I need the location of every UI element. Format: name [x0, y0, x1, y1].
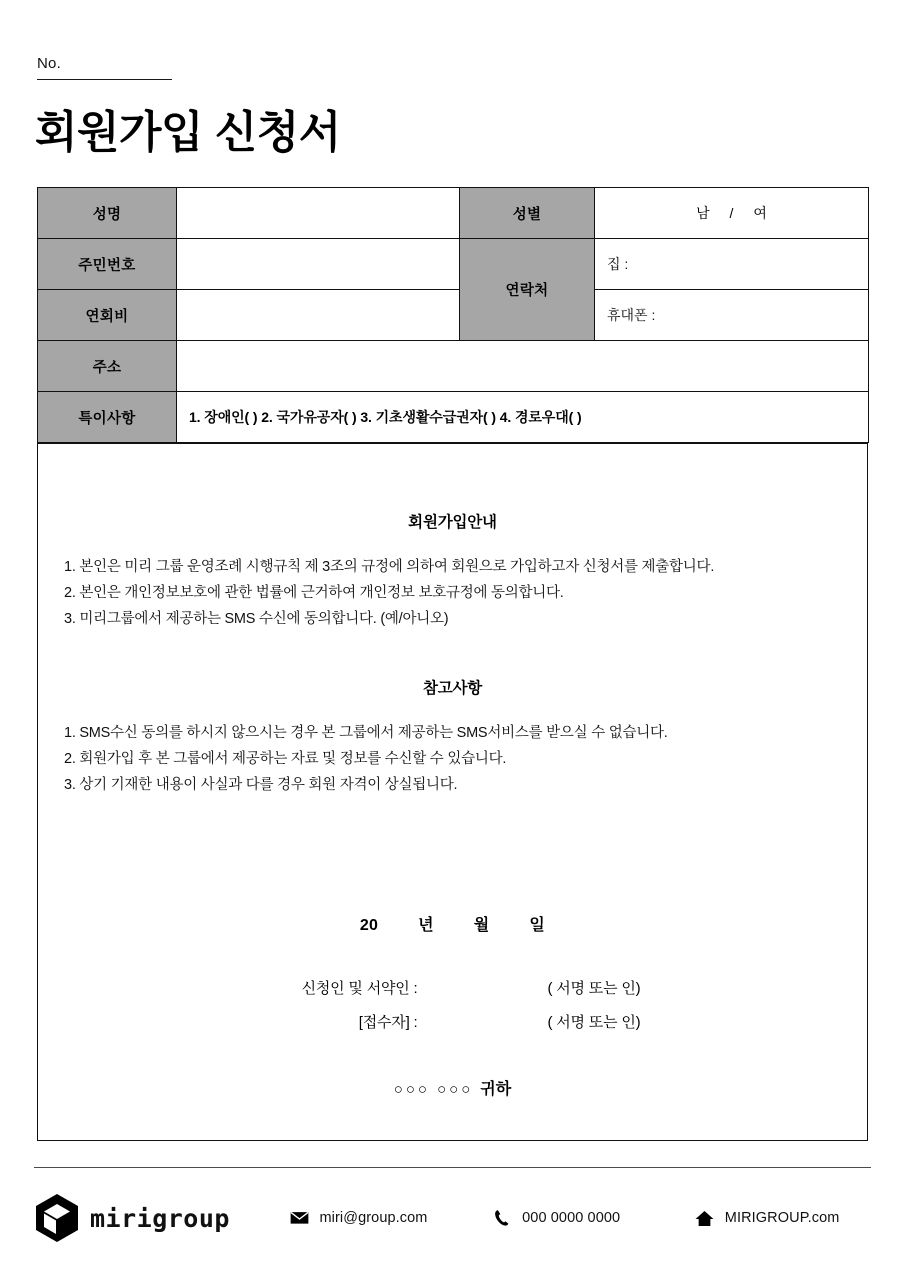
special-notes-options: 1. 장애인( ) 2. 국가유공자( ) 3. 기초생활수급권자( ) 4. 경로우대( )	[189, 409, 582, 425]
list-item: 2. 본인은 개인정보보호에 관한 법률에 근거하여 개인정보 보호규정에 동의합니다.	[64, 585, 564, 601]
table-row-annual-fee-mobile-phone	[38, 290, 869, 341]
list-item: 1. SMS수신 동의를 하시지 않으시는 경우 본 그룹에서 제공하는 SMS서비스를 받으실 수 없습니다.	[64, 725, 668, 741]
signature-block	[38, 972, 867, 1040]
date-month-unit: 월	[473, 917, 490, 934]
field-gender[interactable]	[595, 188, 869, 239]
date-line	[38, 912, 867, 935]
document-number-block	[37, 55, 172, 80]
membership-guide-heading: 회원가입안내	[408, 514, 497, 531]
reference-notes-section	[38, 676, 867, 798]
footer-divider	[34, 1167, 871, 1168]
footer	[34, 1186, 871, 1250]
home-icon	[695, 1208, 715, 1228]
reference-notes-heading: 참고사항	[422, 680, 483, 697]
applicant-signature-field[interactable]	[418, 972, 548, 1006]
page-title: 회원가입 신청서	[35, 108, 341, 157]
phone-icon	[492, 1208, 512, 1228]
footer-website[interactable]	[695, 1208, 871, 1228]
reference-notes-list	[38, 720, 867, 798]
label-gender: 성별	[460, 188, 595, 239]
receiver-seal-note: ( 서명 또는 인)	[547, 1014, 641, 1031]
footer-email-text: miri@group.com	[319, 1210, 428, 1226]
envelope-icon	[290, 1208, 310, 1228]
brand-block	[34, 1193, 290, 1243]
footer-phone[interactable]	[492, 1208, 695, 1228]
gender-options: 남 / 여	[696, 205, 775, 221]
receiver-signature-label: [접수자] :	[358, 1014, 418, 1031]
recipient-placeholder-circles: ○○○ ○○○	[393, 1081, 474, 1098]
label-name: 성명	[38, 188, 177, 239]
label-address: 주소	[38, 341, 177, 392]
date-day-unit: 일	[529, 917, 546, 934]
label-contact: 연락처	[460, 239, 595, 341]
date-year-prefix: 20	[359, 917, 379, 934]
document-number-label: No.	[37, 55, 61, 72]
applicant-seal-note: ( 서명 또는 인)	[547, 980, 641, 997]
field-name[interactable]	[177, 188, 460, 239]
brand-name: mirigroup	[90, 1203, 230, 1233]
field-special-notes[interactable]	[177, 392, 869, 443]
label-annual-fee: 연회비	[38, 290, 177, 341]
table-row-resident-id-home-phone	[38, 239, 869, 290]
agreement-body-box	[37, 443, 868, 1141]
membership-guide-section	[38, 510, 867, 632]
signature-row-applicant	[38, 972, 867, 1006]
label-special-notes: 특이사항	[38, 392, 177, 443]
date-year-unit: 년	[418, 917, 434, 934]
field-mobile-phone[interactable]	[595, 290, 869, 341]
label-resident-id: 주민번호	[38, 239, 177, 290]
field-resident-id[interactable]	[177, 239, 460, 290]
field-address[interactable]	[177, 341, 869, 392]
footer-email[interactable]	[290, 1208, 493, 1228]
list-item: 1. 본인은 미리 그룹 운영조례 시행규칙 제 3조의 규정에 의하여 회원으로 가입하고자 신청서를 제출합니다.	[64, 559, 715, 575]
field-annual-fee[interactable]	[177, 290, 460, 341]
membership-guide-list	[38, 554, 867, 632]
document-number-rule	[37, 79, 172, 80]
receiver-signature-field[interactable]	[418, 1006, 548, 1040]
home-phone-label: 집 :	[607, 256, 629, 272]
field-home-phone[interactable]	[595, 239, 869, 290]
applicant-signature-label: 신청인 및 서약인 :	[301, 980, 418, 997]
table-row-address	[38, 341, 869, 392]
mobile-phone-label: 휴대폰 :	[607, 307, 656, 323]
table-row-name-gender	[38, 188, 869, 239]
table-row-special-notes	[38, 392, 869, 443]
footer-website-text: MIRIGROUP.com	[724, 1210, 840, 1226]
cube-logo-icon	[34, 1193, 80, 1243]
applicant-info-table	[37, 187, 869, 443]
recipient-line	[38, 1076, 867, 1099]
signature-row-receiver	[38, 1006, 867, 1040]
footer-phone-text: 000 0000 0000	[522, 1210, 621, 1226]
recipient-honorific: 귀하	[480, 1081, 512, 1098]
list-item: 2. 회원가입 후 본 그룹에서 제공하는 자료 및 정보를 수신할 수 있습니다.	[64, 751, 507, 767]
list-item: 3. 미리그룹에서 제공하는 SMS 수신에 동의합니다. (예/아니오)	[64, 611, 449, 627]
list-item: 3. 상기 기재한 내용이 사실과 다를 경우 회원 자격이 상실됩니다.	[64, 777, 458, 793]
